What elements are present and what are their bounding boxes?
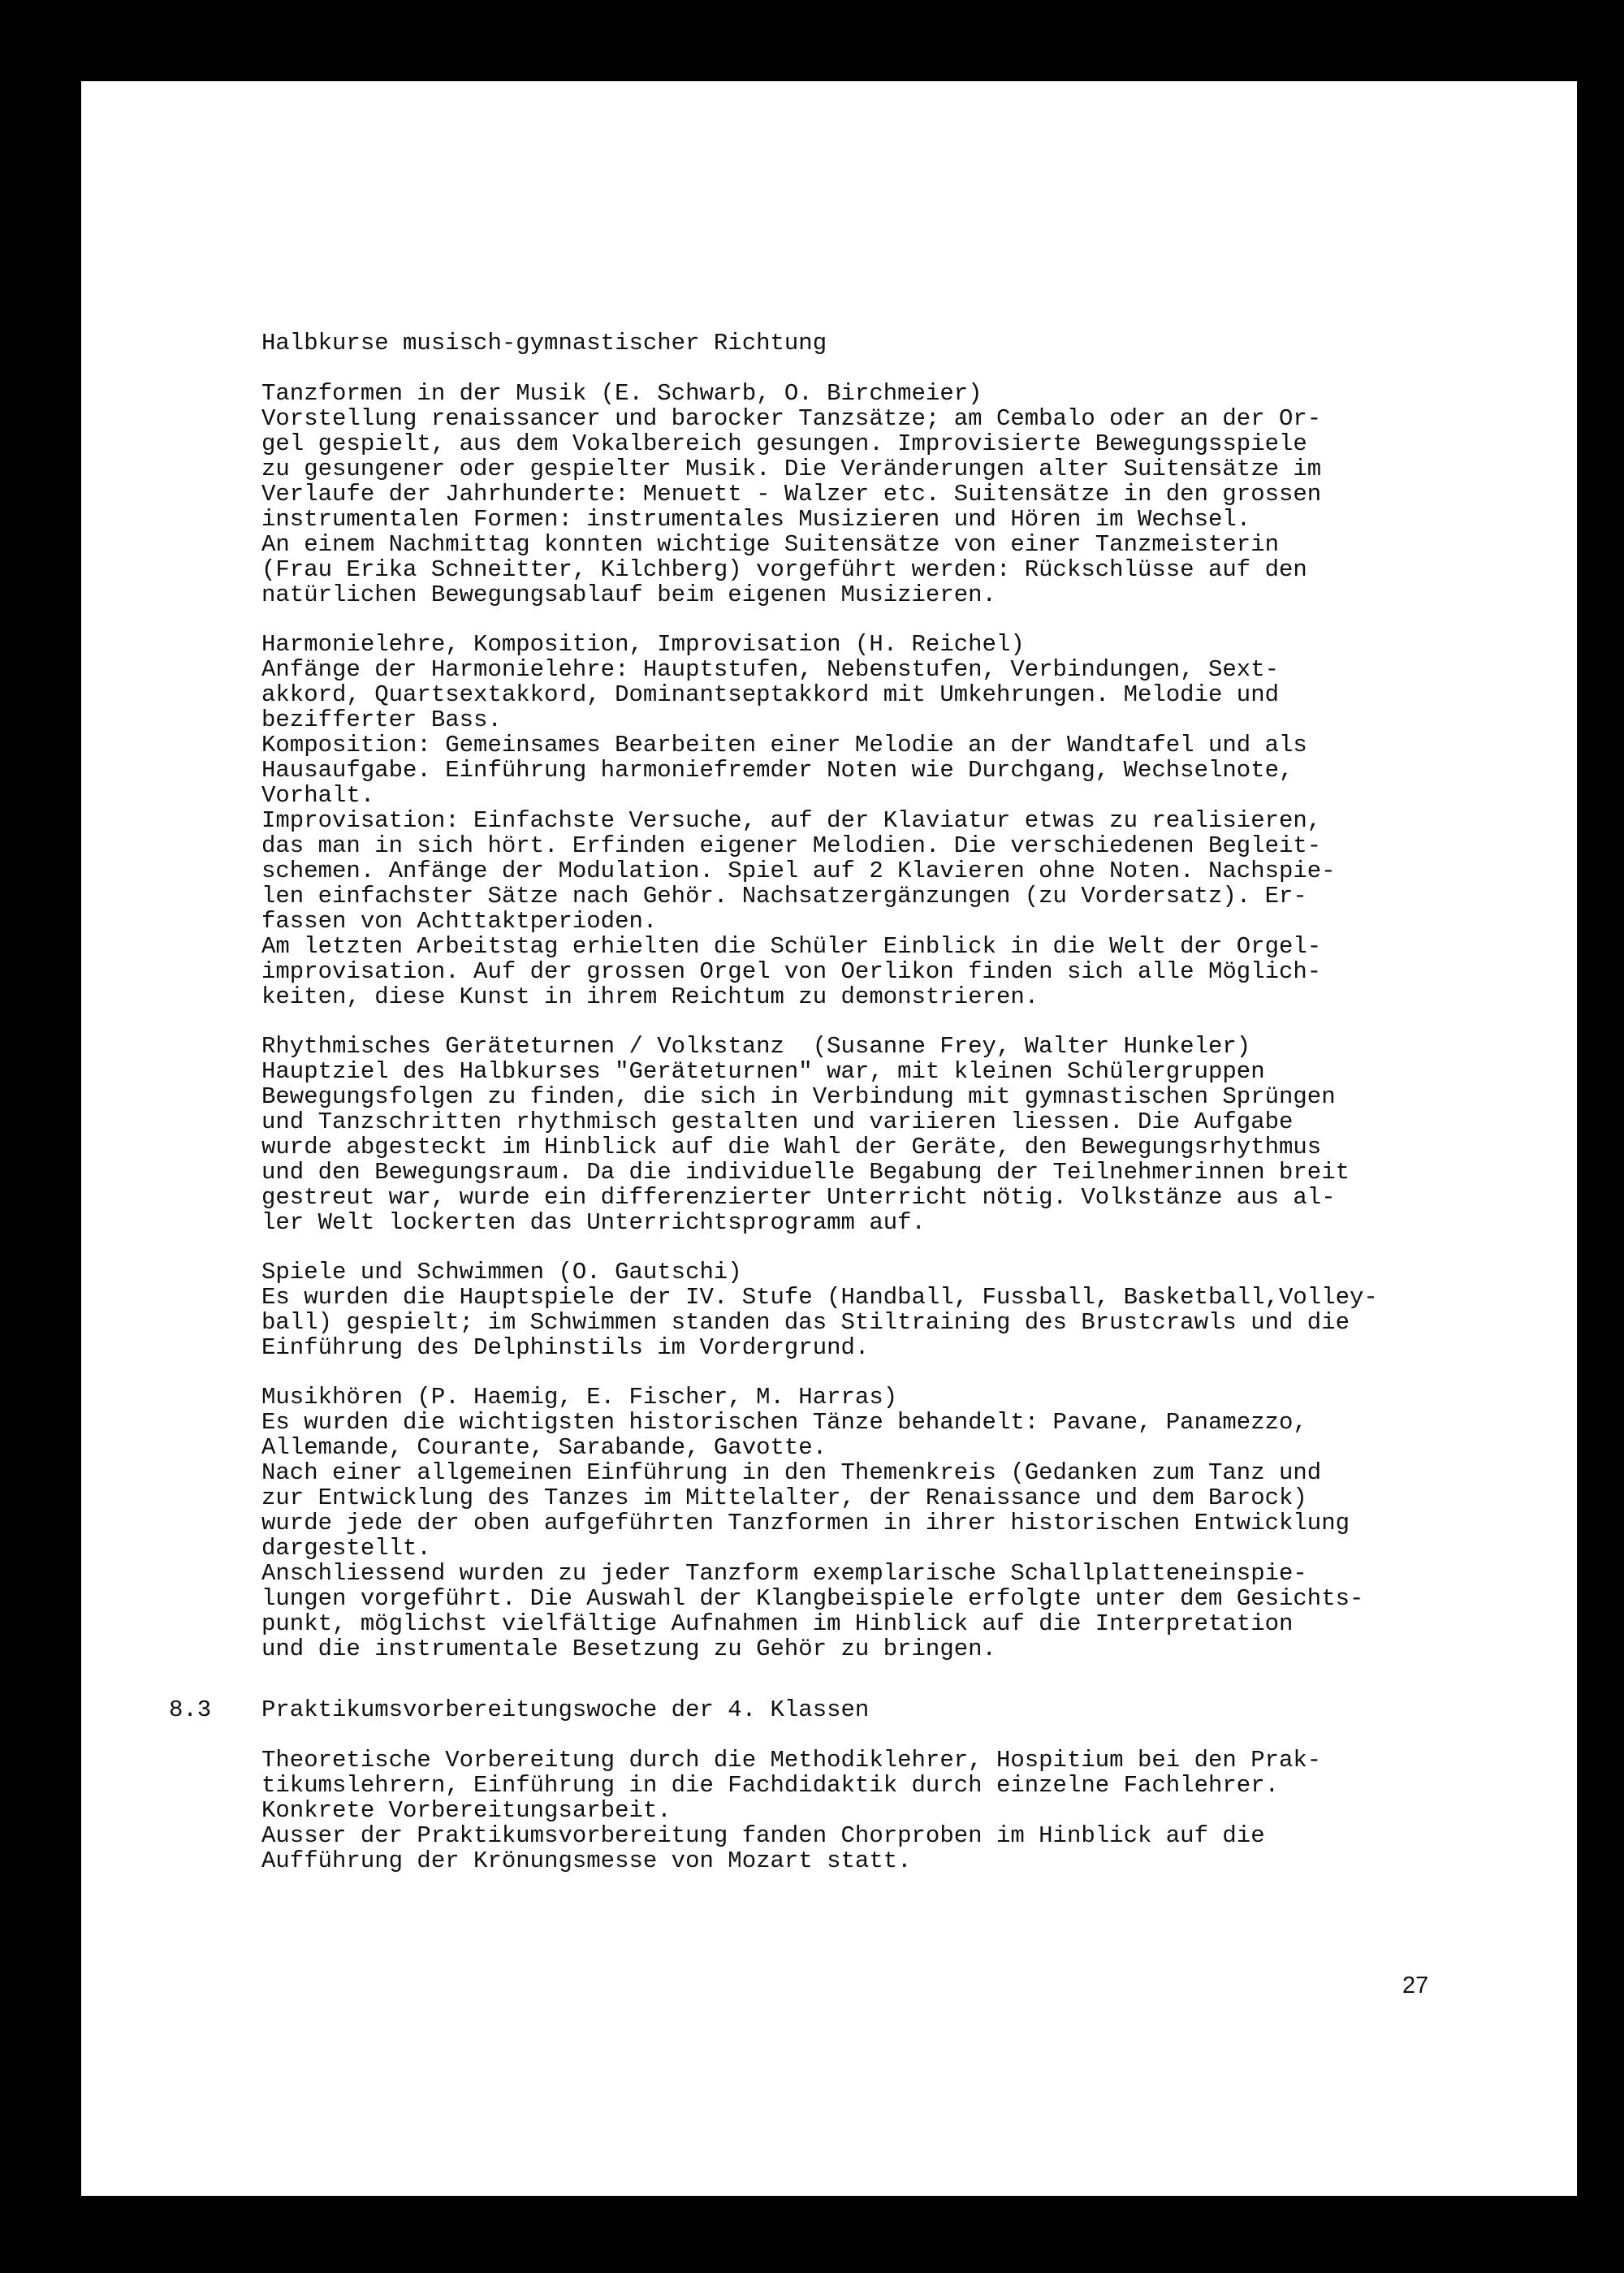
paragraph-line: Allemande, Courante, Sarabande, Gavotte. <box>261 1434 827 1461</box>
paragraph-line: zur Entwicklung des Tanzes im Mittelalter, der Renaissance und dem Barock) <box>261 1484 1307 1511</box>
page-number: 27 <box>1402 1973 1429 1999</box>
paragraph-line: und die instrumentale Besetzung zu Gehör zu bringen. <box>261 1636 996 1662</box>
paragraph-line: lungen vorgeführt. Die Auswahl der Klangbeispiele erfolgte unter dem Gesichts- <box>261 1585 1364 1612</box>
paragraph-line: Verlaufe der Jahrhunderte: Menuett - Walzer etc. Suitensätze in den grossen <box>261 481 1322 508</box>
paragraph-line: Am letzten Arbeitstag erhielten die Schüler Einblick in die Welt der Orgel- <box>261 933 1322 960</box>
paragraph-line: keiten, diese Kunst in ihrem Reichtum zu demonstrieren. <box>261 983 1039 1010</box>
paragraph-line: und Tanzschritten rhythmisch gestalten und variieren liessen. Die Aufgabe <box>261 1108 1294 1135</box>
section-heading: Harmonielehre, Komposition, Improvisation (H. Reichel) <box>261 631 1025 658</box>
paragraph-line: akkord, Quartsextakkord, Dominantseptakkord mit Umkehrungen. Melodie und <box>261 681 1280 708</box>
paragraph-line: punkt, möglichst vielfältige Aufnahmen im Hinblick auf die Interpretation <box>261 1610 1294 1637</box>
paragraph-line: bezifferter Bass. <box>261 707 502 733</box>
paragraph-line: Nach einer allgemeinen Einführung in den Themenkreis (Gedanken zum Tanz und <box>261 1459 1322 1486</box>
paragraph-line: natürlichen Bewegungsablauf beim eigenen Musizieren. <box>261 581 996 608</box>
paragraph-line: schemen. Anfänge der Modulation. Spiel auf 2 Klavieren ohne Noten. Nachspie- <box>261 858 1336 884</box>
paragraph-line: improvisation. Auf der grossen Orgel von Oerlikon finden sich alle Möglich- <box>261 958 1322 985</box>
paragraph-line: (Frau Erika Schneitter, Kilchberg) vorgeführt werden: Rückschlüsse auf den <box>261 556 1307 583</box>
paragraph-line: Anschliessend wurden zu jeder Tanzform exemplarische Schallplatteneinspie- <box>261 1560 1307 1587</box>
paragraph-line: Aufführung der Krönungsmesse von Mozart statt. <box>261 1847 912 1874</box>
section-heading: Tanzformen in der Musik (E. Schwarb, O. Birchmeier) <box>261 380 983 407</box>
paragraph-line: Einführung des Delphinstils im Vordergrund. <box>261 1334 870 1361</box>
paragraph-line: Theoretische Vorbereitung durch die Methodiklehrer, Hospitium bei den Prak- <box>261 1747 1322 1774</box>
paragraph-line: Es wurden die Hauptspiele der IV. Stufe (Handball, Fussball, Basketball,Volley- <box>261 1284 1378 1311</box>
paragraph-line: zu gesungener oder gespielter Musik. Die Veränderungen alter Suitensätze im <box>261 456 1322 482</box>
section-heading: Musikhören (P. Haemig, E. Fischer, M. Harras) <box>261 1384 898 1411</box>
paragraph-line: Konkrete Vorbereitungsarbeit. <box>261 1797 672 1824</box>
paragraph-line: Komposition: Gemeinsames Bearbeiten einer Melodie an der Wandtafel und als <box>261 732 1307 758</box>
paragraph-line: ball) gespielt; im Schwimmen standen das Stiltraining des Brustcrawls und die <box>261 1309 1350 1336</box>
paragraph-line: tikumslehrern, Einführung in die Fachdidaktik durch einzelne Fachlehrer. <box>261 1772 1280 1799</box>
paragraph-line: Improvisation: Einfachste Versuche, auf der Klaviatur etwas zu realisieren, <box>261 807 1322 834</box>
section-heading: Rhythmisches Geräteturnen / Volkstanz (Susanne Frey, Walter Hunkeler) <box>261 1033 1251 1060</box>
paragraph-line: wurde abgesteckt im Hinblick auf die Wahl der Geräte, den Bewegungsrhythmus <box>261 1134 1322 1160</box>
paragraph-line: gel gespielt, aus dem Vokalbereich gesungen. Improvisierte Bewegungsspiele <box>261 430 1307 457</box>
paragraph-line: An einem Nachmittag konnten wichtige Suitensätze von einer Tanzmeisterin <box>261 531 1280 558</box>
document-page <box>81 81 1577 2196</box>
section-heading: Praktikumsvorbereitungswoche der 4. Klassen <box>261 1696 870 1723</box>
paragraph-line: wurde jede der oben aufgeführten Tanzformen in ihrer historischen Entwicklung <box>261 1510 1350 1536</box>
paragraph-line: ler Welt lockerten das Unterrichtsprogramm auf. <box>261 1209 926 1236</box>
paragraph-line: len einfachster Sätze nach Gehör. Nachsatzergänzungen (zu Vordersatz). Er- <box>261 883 1307 910</box>
paragraph-line: dargestellt. <box>261 1535 431 1562</box>
paragraph-line: und den Bewegungsraum. Da die individuelle Begabung der Teilnehmerinnen breit <box>261 1159 1350 1186</box>
document-title: Halbkurse musisch-gymnastischer Richtung <box>261 330 827 357</box>
paragraph-line: Vorhalt. <box>261 782 375 809</box>
paragraph-line: Ausser der Praktikumsvorbereitung fanden Chorproben im Hinblick auf die <box>261 1822 1265 1849</box>
paragraph-line: instrumentalen Formen: instrumentales Musizieren und Hören im Wechsel. <box>261 506 1251 533</box>
section-number: 8.3 <box>169 1696 212 1723</box>
paragraph-line: Anfänge der Harmonielehre: Hauptstufen, Nebenstufen, Verbindungen, Sext- <box>261 656 1280 683</box>
section-heading: Spiele und Schwimmen (O. Gautschi) <box>261 1259 742 1286</box>
paragraph-line: das man in sich hört. Erfinden eigener Melodien. Die verschiedenen Begleit- <box>261 832 1322 859</box>
paragraph-line: gestreut war, wurde ein differenzierter Unterricht nötig. Volkstänze aus al- <box>261 1184 1336 1211</box>
paragraph-line: Bewegungsfolgen zu finden, die sich in Verbindung mit gymnastischen Sprüngen <box>261 1083 1336 1110</box>
paragraph-line: Hauptziel des Halbkurses "Geräteturnen" war, mit kleinen Schülergruppen <box>261 1058 1265 1085</box>
paragraph-line: Vorstellung renaissancer und barocker Tanzsätze; am Cembalo oder an der Or- <box>261 405 1322 432</box>
paragraph-line: Es wurden die wichtigsten historischen Tänze behandelt: Pavane, Panamezzo, <box>261 1409 1307 1436</box>
paragraph-line: fassen von Achttaktperioden. <box>261 908 658 935</box>
paragraph-line: Hausaufgabe. Einführung harmoniefremder Noten wie Durchgang, Wechselnote, <box>261 757 1294 784</box>
